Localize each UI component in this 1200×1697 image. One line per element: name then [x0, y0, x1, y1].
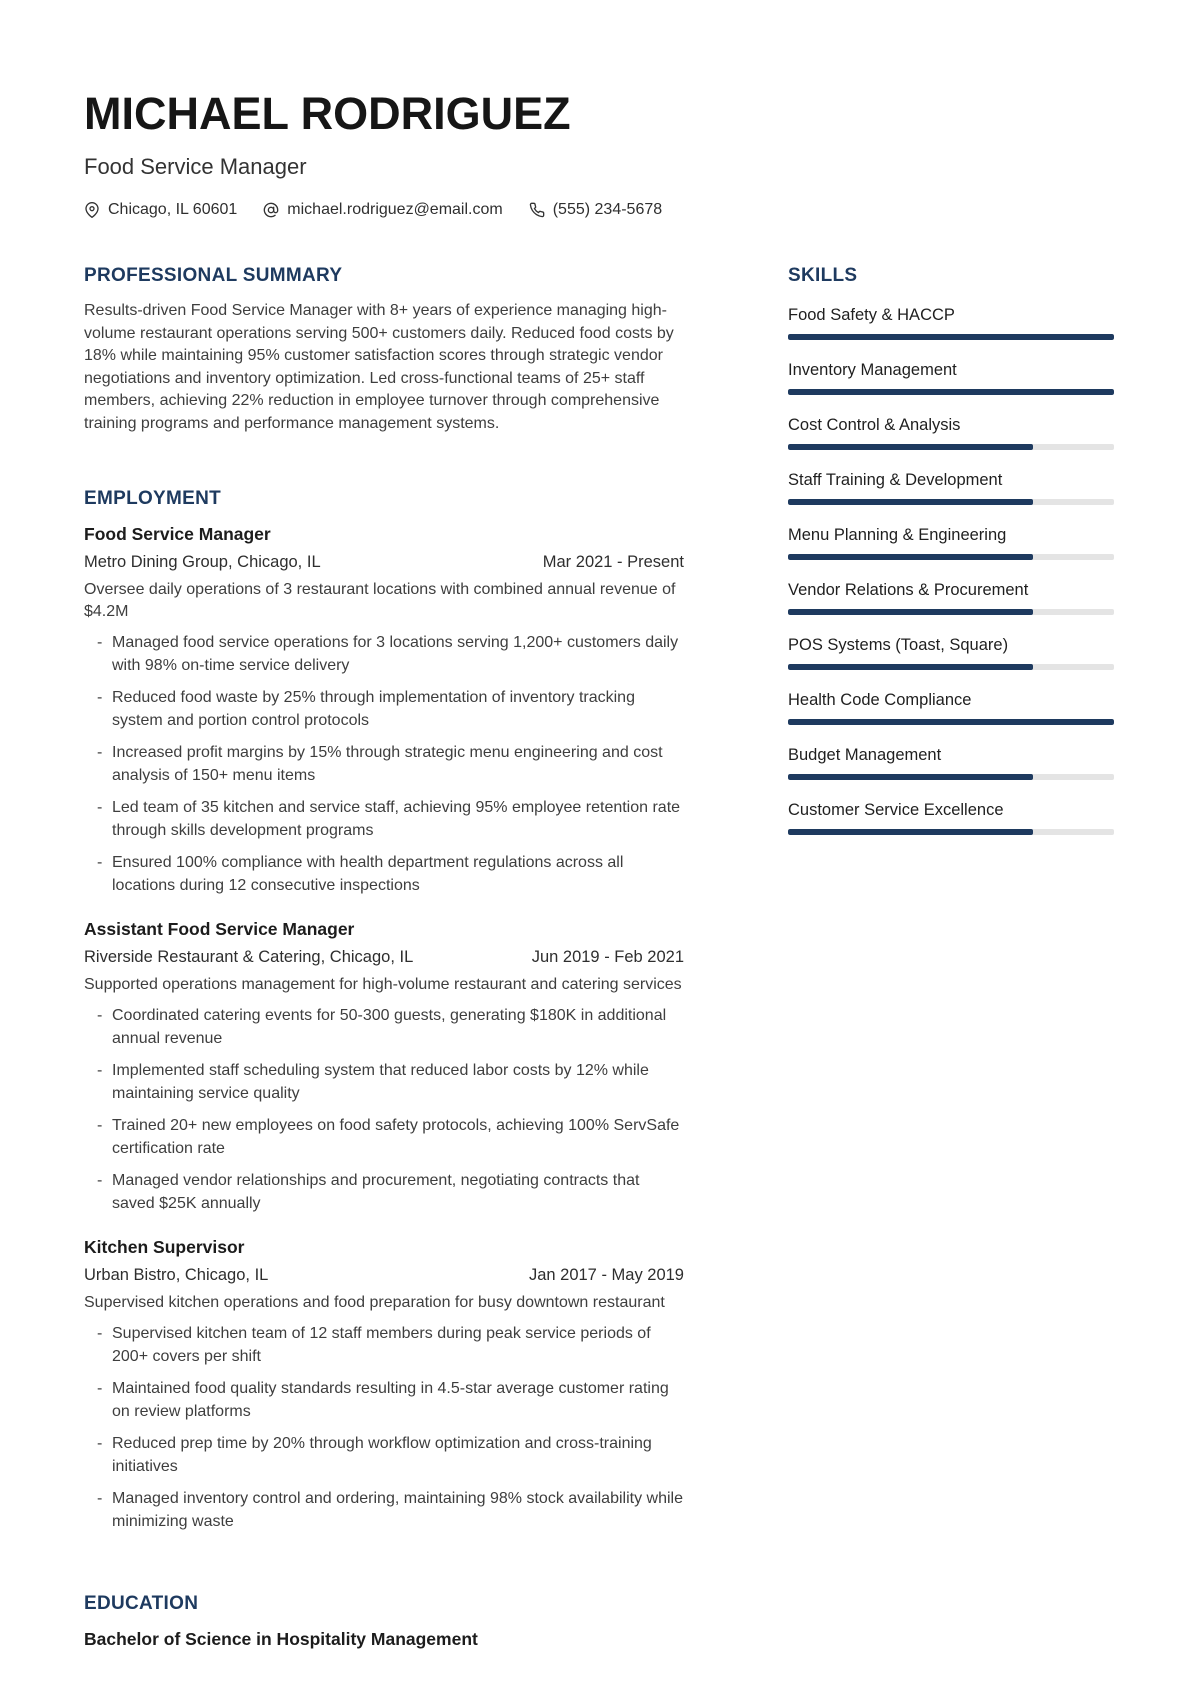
skill-bar-track [788, 719, 1114, 725]
skill-bar-fill [788, 664, 1033, 670]
location-pin-icon [84, 202, 100, 218]
employment-heading: EMPLOYMENT [84, 488, 222, 510]
education-heading: EDUCATION [84, 1593, 199, 1615]
job-bullet [84, 1487, 684, 1533]
skills-list [788, 305, 1114, 835]
job-meta-row [84, 552, 684, 573]
bullet-dash: - [97, 1062, 103, 1080]
bullet-dash: - [97, 689, 103, 707]
skill-item [788, 800, 1114, 835]
bullet-dash: - [97, 1325, 103, 1343]
skill-bar-track [788, 499, 1114, 505]
skill-bar-track [788, 389, 1114, 395]
summary-heading: PROFESSIONAL SUMMARY [84, 265, 343, 287]
skill-bar-fill [788, 829, 1033, 835]
bullet-text: Reduced prep time by 20% through workflow optimization and cross-training initiatives [112, 1435, 652, 1476]
job-company: Urban Bistro, Chicago, IL [84, 1266, 269, 1285]
job-bullet [84, 1432, 684, 1478]
skill-label: POS Systems (Toast, Square) [788, 636, 1009, 655]
skill-bar-track [788, 664, 1114, 670]
job-bullet [84, 631, 684, 677]
contact-email-text: michael.rodriguez@email.com [287, 201, 503, 219]
job-dates: Mar 2021 - Present [542, 553, 684, 572]
job-bullet [84, 741, 684, 787]
skill-bar-fill [788, 334, 1114, 340]
skill-bar-track [788, 774, 1114, 780]
skill-label: Cost Control & Analysis [788, 416, 961, 435]
bullet-text: Managed vendor relationships and procurement, negotiating contracts that saved $25K annually [112, 1172, 640, 1213]
skill-bar-track [788, 609, 1114, 615]
bullet-text: Reduced food waste by 25% through implementation of inventory tracking system and portion control protocols [112, 689, 635, 730]
skill-label: Health Code Compliance [788, 691, 972, 710]
section-education [84, 1593, 684, 1650]
bullet-text: Implemented staff scheduling system that reduced labor costs by 12% while maintaining service quality [112, 1062, 649, 1103]
bullet-dash: - [97, 1435, 103, 1453]
bullet-dash: - [97, 854, 103, 872]
contact-location-text: Chicago, IL 60601 [108, 201, 238, 219]
job-description: Supervised kitchen operations and food preparation for busy downtown restaurant [84, 1294, 665, 1312]
job-entry [84, 919, 684, 1215]
skill-bar-track [788, 334, 1114, 340]
skill-label: Menu Planning & Engineering [788, 526, 1007, 545]
job-meta-row [84, 947, 684, 968]
bullet-text: Supervised kitchen team of 12 staff members during peak service periods of 200+ covers per shift [112, 1325, 651, 1366]
skill-label: Vendor Relations & Procurement [788, 581, 1029, 600]
job-entry [84, 524, 684, 897]
skill-item [788, 470, 1114, 505]
sidebar-column [788, 265, 1114, 1650]
skill-item [788, 525, 1114, 560]
bullet-text: Increased profit margins by 15% through strategic menu engineering and cost analysis of 150+ menu items [112, 744, 663, 785]
skill-bar-track [788, 444, 1114, 450]
skill-bar-fill [788, 774, 1033, 780]
job-dates: Jan 2017 - May 2019 [528, 1266, 684, 1285]
candidate-title: Food Service Manager [84, 154, 307, 180]
content-columns [84, 265, 1114, 1650]
skill-bar-fill [788, 444, 1033, 450]
bullet-text: Trained 20+ new employees on food safety protocols, achieving 100% ServSafe certification rate [112, 1117, 680, 1158]
main-column [84, 265, 684, 1650]
skills-heading: SKILLS [788, 265, 858, 287]
bullet-dash: - [97, 744, 103, 762]
skill-label: Food Safety & HACCP [788, 306, 955, 325]
skill-label: Staff Training & Development [788, 471, 1003, 490]
section-employment [84, 488, 684, 1533]
job-company: Metro Dining Group, Chicago, IL [84, 553, 321, 572]
job-bullet-list [84, 1322, 684, 1533]
bullet-dash: - [97, 1007, 103, 1025]
bullet-text: Led team of 35 kitchen and service staff, achieving 95% employee retention rate through skills development programs [112, 799, 681, 840]
contact-location [84, 201, 237, 219]
summary-text: Results-driven Food Service Manager with 8+ years of experience managing high-volume restaurant operations serving 500+ customers daily. Reduced food costs by 18% while maintaining 95% customer satisfaction scores through strategic vendor negotiations and inventory optimization. Led cross-functional teams of 25+ staff members, achieving 22% reduction in employee turnover through comprehensive training programs and performance management systems. [84, 302, 674, 432]
section-skills [788, 265, 1114, 835]
skill-bar-track [788, 554, 1114, 560]
bullet-dash: - [97, 1490, 103, 1508]
skill-item [788, 415, 1114, 450]
job-meta-row [84, 1265, 684, 1286]
contact-row [84, 201, 1114, 219]
bullet-text: Ensured 100% compliance with health department regulations across all locations during 12 consecutive inspections [112, 854, 624, 895]
bullet-text: Maintained food quality standards resulting in 4.5-star average customer rating on review platforms [112, 1380, 669, 1421]
job-title: Assistant Food Service Manager [84, 919, 355, 940]
job-bullet [84, 1377, 684, 1423]
skill-item [788, 635, 1114, 670]
skill-bar-track [788, 829, 1114, 835]
skill-bar-fill [788, 609, 1033, 615]
skill-label: Customer Service Excellence [788, 801, 1004, 820]
job-company: Riverside Restaurant & Catering, Chicago, IL [84, 948, 414, 967]
bullet-dash: - [97, 634, 103, 652]
skill-item [788, 305, 1114, 340]
contact-phone [529, 201, 662, 219]
job-list [84, 524, 684, 1533]
job-bullet-list [84, 1004, 684, 1215]
contact-email [263, 201, 502, 219]
skill-bar-fill [788, 554, 1033, 560]
skill-bar-fill [788, 389, 1114, 395]
skill-bar-fill [788, 719, 1114, 725]
job-bullet [84, 1114, 684, 1160]
job-dates: Jun 2019 - Feb 2021 [531, 948, 684, 967]
job-entry [84, 1237, 684, 1533]
job-bullet [84, 1059, 684, 1105]
contact-phone-text: (555) 234-5678 [552, 201, 663, 219]
job-bullet-list [84, 631, 684, 897]
skill-label: Inventory Management [788, 361, 957, 380]
skill-item [788, 360, 1114, 395]
bullet-dash: - [97, 1380, 103, 1398]
job-bullet [84, 1169, 684, 1215]
bullet-dash: - [97, 799, 103, 817]
skill-bar-fill [788, 499, 1033, 505]
job-description: Supported operations management for high-volume restaurant and catering services [84, 976, 682, 994]
job-title: Food Service Manager [84, 524, 271, 545]
job-bullet [84, 796, 684, 842]
bullet-text: Coordinated catering events for 50-300 guests, generating $180K in additional annual revenue [112, 1007, 667, 1048]
bullet-text: Managed food service operations for 3 locations serving 1,200+ customers daily with 98% on-time service delivery [112, 634, 679, 675]
bullet-dash: - [97, 1172, 103, 1190]
job-bullet [84, 686, 684, 732]
degree-title: Bachelor of Science in Hospitality Management [84, 1629, 478, 1650]
at-sign-icon [263, 202, 279, 218]
section-professional-summary [84, 265, 684, 435]
job-bullet [84, 1322, 684, 1368]
candidate-name: MICHAEL RODRIGUEZ [84, 88, 571, 139]
bullet-text: Managed inventory control and ordering, maintaining 98% stock availability while minimizing waste [112, 1490, 683, 1531]
skill-label: Budget Management [788, 746, 942, 765]
job-title: Kitchen Supervisor [84, 1237, 245, 1258]
job-bullet [84, 851, 684, 897]
job-description: Oversee daily operations of 3 restaurant locations with combined annual revenue of $4.2M [84, 581, 676, 621]
skill-item [788, 580, 1114, 615]
bullet-dash: - [97, 1117, 103, 1135]
skill-item [788, 745, 1114, 780]
job-bullet [84, 1004, 684, 1050]
skill-item [788, 690, 1114, 725]
phone-icon [529, 202, 545, 218]
